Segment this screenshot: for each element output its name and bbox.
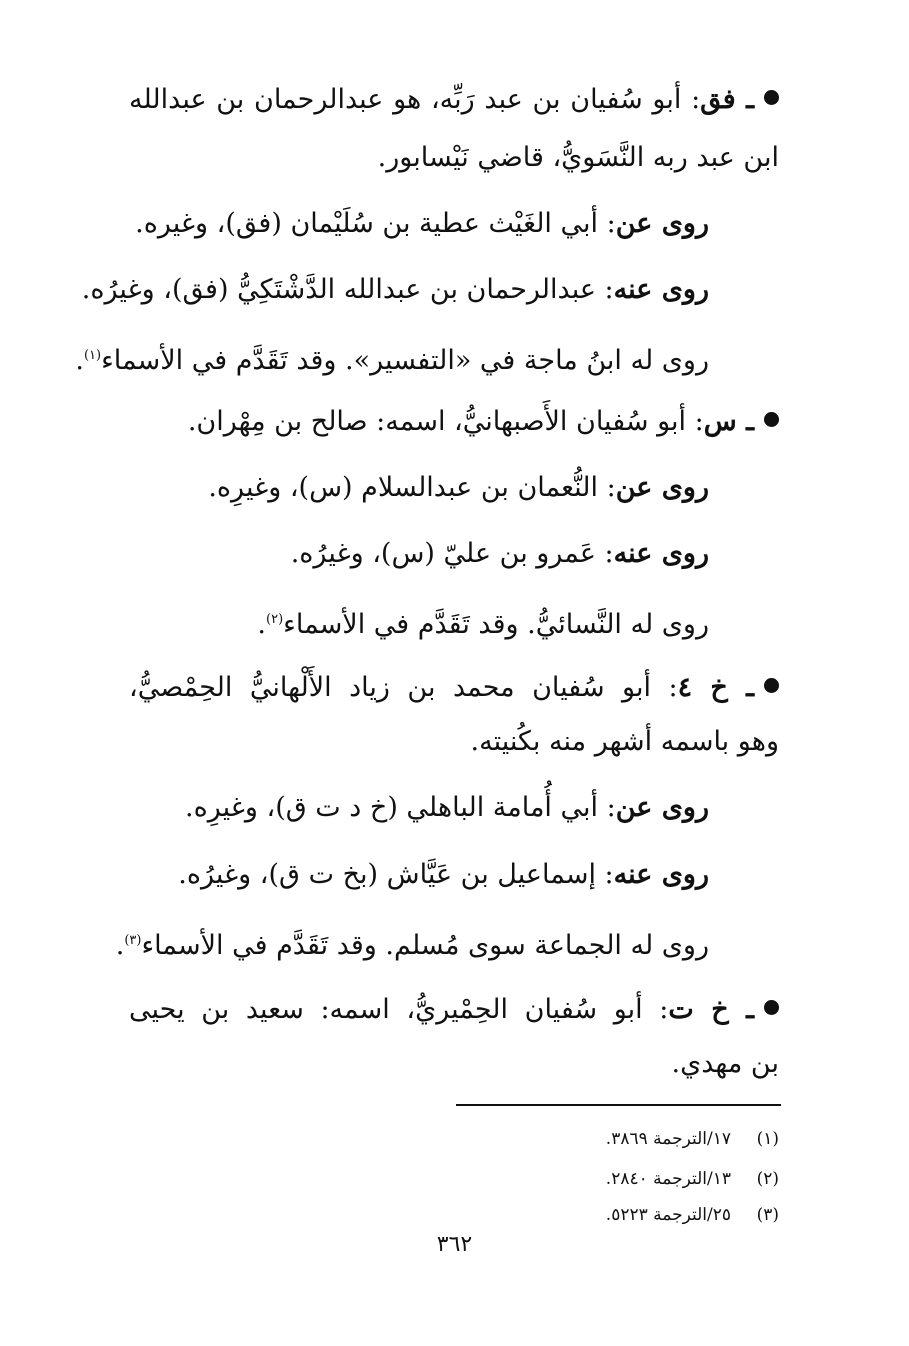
page-number: ٣٦٢ xyxy=(436,1232,473,1257)
narrated-by-text: : عَمرو بن عليّ (س)، وغيرُه. xyxy=(290,538,614,569)
reported-by-line: روى له ابنُ ماجة في «التفسير». وقد تَقَدَّم في الأسماء$^{(١)}$. xyxy=(75,345,709,376)
footnote xyxy=(606,1127,779,1151)
footnote-reference: (٣) xyxy=(124,933,142,948)
entry-heading xyxy=(129,990,779,1030)
narrated-from-label: روى عن xyxy=(615,472,709,503)
entry-heading xyxy=(129,80,779,120)
footnote-text: ١٧/الترجمة ٣٨٦٩. xyxy=(605,1129,731,1149)
entry-heading-text: : أبو سُفيان محمد بن زياد الأَلْهانيُّ الحِمْصيُّ، xyxy=(129,672,678,703)
entry-heading-text: : أبو سُفيان بن عبد رَبِّه، هو عبدالرحمان بن عبدالله xyxy=(129,84,701,115)
entry-code: ـ س xyxy=(703,406,754,437)
reported-by-text: روى له النَّسائيُّ. وقد تَقَدَّم في الأسماء xyxy=(283,609,709,640)
narrated-by-line xyxy=(291,534,709,574)
narrated-from-text: : أبي الغَيْث عطية بن سُلَيْمان (فق)، وغيره. xyxy=(135,208,616,239)
narrated-by-label: روى عنه xyxy=(613,274,709,305)
reported-by-line: روى له الجماعة سوى مُسلم. وقد تَقَدَّم في الأسماء$^{(٣)}$. xyxy=(115,930,709,961)
footnote-reference: (١) xyxy=(83,348,102,363)
reported-by-line: روى له النَّسائيُّ. وقد تَقَدَّم في الأسماء$^{(٢)}$. xyxy=(257,609,709,640)
bullet-icon xyxy=(764,678,779,693)
narrated-by-text: : عبدالرحمان بن عبدالله الدَّشْتَكِيُّ (فق)، وغيرُه. xyxy=(81,274,614,305)
narrated-from-text: : النُّعمان بن عبدالسلام (س)، وغيرِه. xyxy=(208,472,616,503)
narrated-by-line xyxy=(82,270,709,310)
entry-heading-continuation: ابن عبد ربه النَّسَويُّ، قاضي نَيْسابور. xyxy=(377,142,779,173)
entry-heading-continuation: بن مهدي. xyxy=(671,1048,779,1079)
narrated-from-label: روى عن xyxy=(615,208,709,239)
footnote-number: (٣) xyxy=(756,1205,779,1225)
footnote-text: ٢٥/الترجمة ٥٢٢٣. xyxy=(605,1205,731,1225)
narrated-by-text: : إسماعيل بن عَيَّاش (بخ ت ق)، وغيرُه. xyxy=(178,859,614,890)
bullet-icon xyxy=(764,412,779,427)
footnote-number: (١) xyxy=(756,1129,779,1149)
entry-heading xyxy=(188,402,779,442)
footnote-reference: (٢) xyxy=(266,612,284,627)
entry-heading-text: : أبو سُفيان الأَصبهانيُّ، اسمه: صالح بن مِهْران. xyxy=(187,406,704,437)
footnote-text: ١٣/الترجمة ٢٨٤٠. xyxy=(605,1169,731,1189)
narrated-from-line xyxy=(135,204,709,244)
narrated-by-label: روى عنه xyxy=(613,859,709,890)
footnote xyxy=(606,1167,779,1191)
footnote-divider xyxy=(456,1104,781,1106)
reported-by-text: روى له ابنُ ماجة في «التفسير». وقد تَقَدَّم في الأسماء xyxy=(101,345,709,376)
narrated-by-label: روى عنه xyxy=(613,538,709,569)
narrated-from-line xyxy=(208,468,709,508)
entry-code: ـ خ ٤ xyxy=(677,672,754,703)
narrated-from-text: : أبي أُمامة الباهلي (خ د ت ق)، وغيرِه. xyxy=(184,792,616,823)
narrated-from-line xyxy=(185,788,709,828)
entry-heading-text: : أبو سُفيان الحِمْيريُّ، اسمه: سعيد بن يحيى xyxy=(129,994,669,1025)
narrated-by-line xyxy=(178,855,709,895)
reported-by-text: روى له الجماعة سوى مُسلم. وقد تَقَدَّم في الأسماء xyxy=(141,930,709,961)
entry-heading-continuation: وهو باسمه أشهر منه بكُنيته. xyxy=(470,726,779,757)
entry-code: ـ فق xyxy=(700,84,755,115)
footnote-number: (٢) xyxy=(756,1169,779,1189)
bullet-icon xyxy=(764,1000,779,1015)
bullet-icon xyxy=(764,90,779,105)
footnote xyxy=(606,1203,779,1227)
entry-heading xyxy=(129,668,779,708)
entry-code: ـ خ ت xyxy=(668,994,754,1025)
narrated-from-label: روى عن xyxy=(615,792,709,823)
